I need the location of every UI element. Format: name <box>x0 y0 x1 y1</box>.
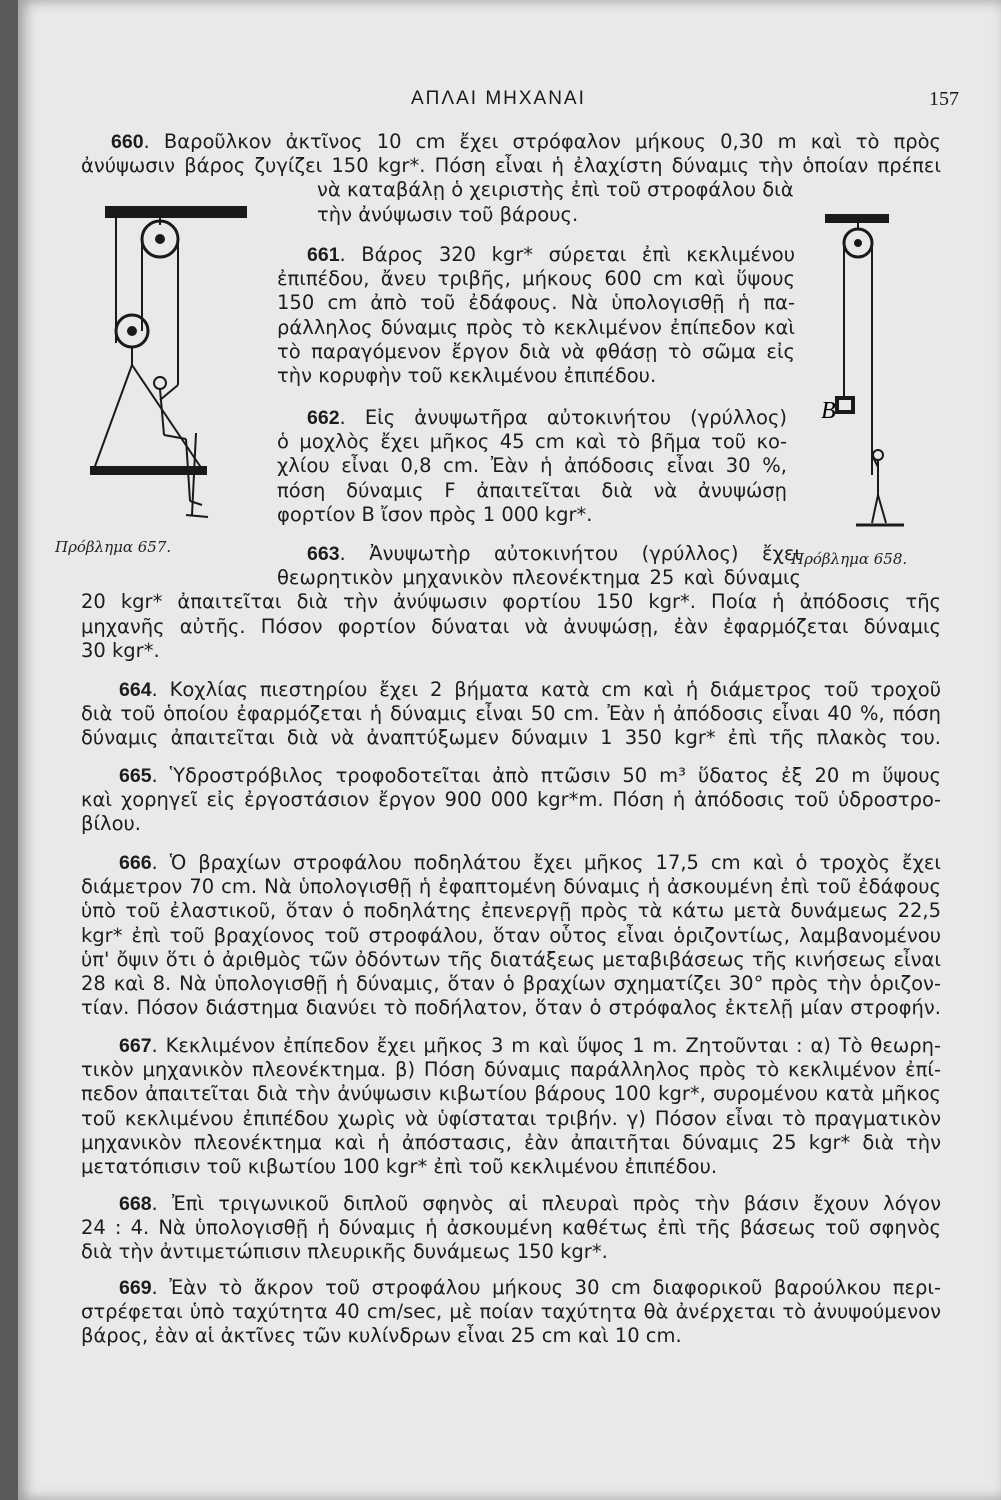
problem-666: 666. Ὁ βραχίων στροφάλου ποδηλάτου ἔχει μῆκος 17,5 cm καὶ ὁ τροχὸς ἔχει διάμετρον 70 cm. Νὰ ὑπολογισθῇ ἡ ἐφαπτομένη δύναμις ἡ ἀσκουμένη ἐπὶ τοῦ ἐδάφους ὑπὸ τοῦ ἐλαστικοῦ, ὅταν ὁ ποδηλάτης ἐπενεργῇ πρὸς τὰ κάτω μετὰ δυνάμεως 22,5 kgr* ἐπὶ τοῦ βραχίονος τοῦ στροφάλου, ὅταν οὗτος εἶναι ὁριζοντίως, λαμβανομένου ὑπ' ὄψιν ὅτι ὁ ἀριθμὸς τῶν ὀδόντων τῆς διατάξεως μεταβιβάσεως τῆς κινήσεως εἶναι 28 καὶ 8. Νὰ ὑπολογισθῇ ἡ δύναμις, ὅταν ὁ βραχίων σχηματίζει 30° πρὸς τὴν ὁριζον- τίαν. Πόσον διάστημα διανύει τὸ ποδήλατον, ὅταν ὁ στρόφαλος ἐκτελῇ μίαν στροφήν. <box>81 851 941 1020</box>
problem-number: 663 <box>307 543 340 565</box>
problem-661: 661. Βάρος 320 kgr* σύρεται ἐπὶ κεκλιμένου ἐπιπέδου, ἄνευ τριβῆς, μήκους 600 cm καὶ ὕψους 150 cm ἀπὸ τοῦ ἐδάφους. Νὰ ὑπολογισθῇ ἡ πα- ράλληλος δύναμις πρὸς τὸ κεκλιμένον ἐπίπεδον καὶ τὸ παραγόμενον ἔργον διὰ νὰ φθάσῃ τὸ σῶμα εἰς τὴν κορυφὴν τοῦ κεκλιμένου ἐπιπέδου. <box>277 243 795 387</box>
problem-number: 665 <box>119 765 152 787</box>
problem-number: 669 <box>119 1277 152 1299</box>
problem-number: 664 <box>119 679 152 701</box>
chapter-title: ΑΠΛΑΙ ΜΗΧΑΝΑΙ <box>411 88 586 109</box>
figure-657-pulley-swing <box>90 195 260 535</box>
problem-number: 661 <box>307 244 340 266</box>
problem-668: 668. Ἐπὶ τριγωνικοῦ διπλοῦ σφηνὸς αἱ πλευραὶ πρὸς τὴν βάσιν ἔχουν λόγον 24 : 4. Νὰ ὑπολογισθῇ ἡ δύναμις ἡ ἀσκουμένη καθέτως ἐπὶ τῆς βάσεως τοῦ σφηνὸς διὰ τὴν ἀντιμετώπισιν πλευρικῆς δυνάμεως 150 kgr*. <box>81 1192 941 1264</box>
problem-number: 666 <box>119 852 152 874</box>
problem-number: 668 <box>119 1193 152 1215</box>
problem-660: 660. Βαροῦλκον ἀκτῖνος 10 cm ἔχει στρόφαλον μήκους 0,30 m καὶ τὸ πρὸς ἀνύψωσιν βάρος ζυγίζει 150 kgr*. Πόση εἶναι ἡ ἐλαχίστη δύναμις τὴν ὁποίαν πρέπει νὰ καταβάλῃ ὁ χειριστὴς ἐπὶ τοῦ στροφάλου διὰ τὴν ἀνύψωσιν τοῦ βάρους. <box>81 130 941 226</box>
problem-665: 665. Ὑδροστρόβιλος τροφοδοτεῖται ἀπὸ πτῶσιν 50 m³ ὕδατος ἐξ 20 m ὕψους καὶ χορηγεῖ εἰς ἐργοστάσιον ἔργον 900 000 kgr*m. Πόση ἡ ἀπόδοσις τοῦ ὑδροστρο- βίλου. <box>81 764 941 836</box>
problem-number: 662 <box>307 407 340 429</box>
problem-664: 664. Κοχλίας πιεστηρίου ἔχει 2 βήματα κατὰ cm καὶ ἡ διάμετρος τοῦ τροχοῦ διὰ τοῦ ὁποίου ἐφαρμόζεται ἡ δύναμις εἶναι 50 cm. Ἐὰν ἡ ἀπόδοσις εἶναι 40 %, πόση δύναμις ἀπαιτεῖται διὰ νὰ ἀναπτύξωμεν δύναμιν 1 350 kgr* ἐπὶ τῆς πλακὸς του. <box>81 678 941 750</box>
problem-669: 669. Ἐὰν τὸ ἄκρον τοῦ στροφάλου μήκους 30 cm διαφορικοῦ βαρούλκου περι- στρέφεται ὑπὸ ταχύτητα 40 cm/sec, μὲ ποίαν ταχύτητα θὰ ἀνέρχεται τὸ ἀνυψούμενον βάρος, ἐὰν αἱ ἀκτῖνες τῶν κυλίνδρων εἶναι 25 cm καὶ 10 cm. <box>81 1276 941 1348</box>
problem-number: 667 <box>119 1035 152 1057</box>
problem-667: 667. Κεκλιμένον ἐπίπεδον ἔχει μῆκος 3 m καὶ ὕψος 1 m. Ζητοῦνται : α) Τὸ θεωρη- τικὸν μηχανικὸν πλεονέκτημα. β) Πόση δύναμις παράλληλος πρὸς τὸ κεκλιμένον ἐπί- πεδον ἀπαιτεῖται διὰ τὴν ἀνύψωσιν κιβωτίου βάρους 100 kgr*, συρομένου κατὰ μῆκος τοῦ κεκλιμένου ἐπιπέδου χωρὶς νὰ ὑφίσταται τριβήν. γ) Πόσον εἶναι τὸ πραγματικὸν μηχανικὸν πλεονέκτημα καὶ ἡ ἀπόστασις, ἐὰν ἀπαιτῆται δύναμις 25 kgr* διὰ τὴν μετατόπισιν τοῦ κιβωτίου 100 kgr* ἐπὶ τοῦ κεκλιμένου ἐπιπέδου. <box>81 1034 941 1178</box>
problem-number: 660 <box>111 131 144 153</box>
figure-658-caption: Πρόβλημα 658. <box>791 550 908 568</box>
book-page <box>18 0 1001 1500</box>
problem-662: 662. Εἰς ἀνυψωτῆρα αὐτοκινήτου (γρύλλος) ὁ μοχλὸς ἔχει μῆκος 45 cm καὶ τὸ βῆμα τοῦ κο- χλίου εἶναι 0,8 cm. Ἐὰν ἡ ἀπόδοσις εἶναι 30 %, πόση δύναμις F ἀπαιτεῖται διὰ νὰ ἀνυψώσῃ φορτίον B ἴσον πρὸς 1 000 kgr*. <box>277 406 787 526</box>
problem-663: 663. Ἀνυψωτὴρ αὐτοκινήτου (γρύλλος) ἔχει θεωρητικὸν μηχανικὸν πλεονέκτημα 25 καὶ δύναμις 20 kgr* ἀπαιτεῖται διὰ τὴν ἀνύψωσιν φορτίου 150 kgr*. Ποία ἡ ἀπόδοσις τῆς μηχανῆς αὐτῆς. Πόσον φορτίον δύναται νὰ ἀνυψώσῃ, ἐὰν ἐφαρμόζεται δύναμις 30 kgr*. <box>81 542 941 662</box>
figure-657-caption: Πρόβλημα 657. <box>55 538 172 556</box>
figure-658-label-b: B <box>821 398 836 424</box>
figure-658-fixed-pulley <box>796 205 906 535</box>
page-number: 157 <box>929 88 959 110</box>
